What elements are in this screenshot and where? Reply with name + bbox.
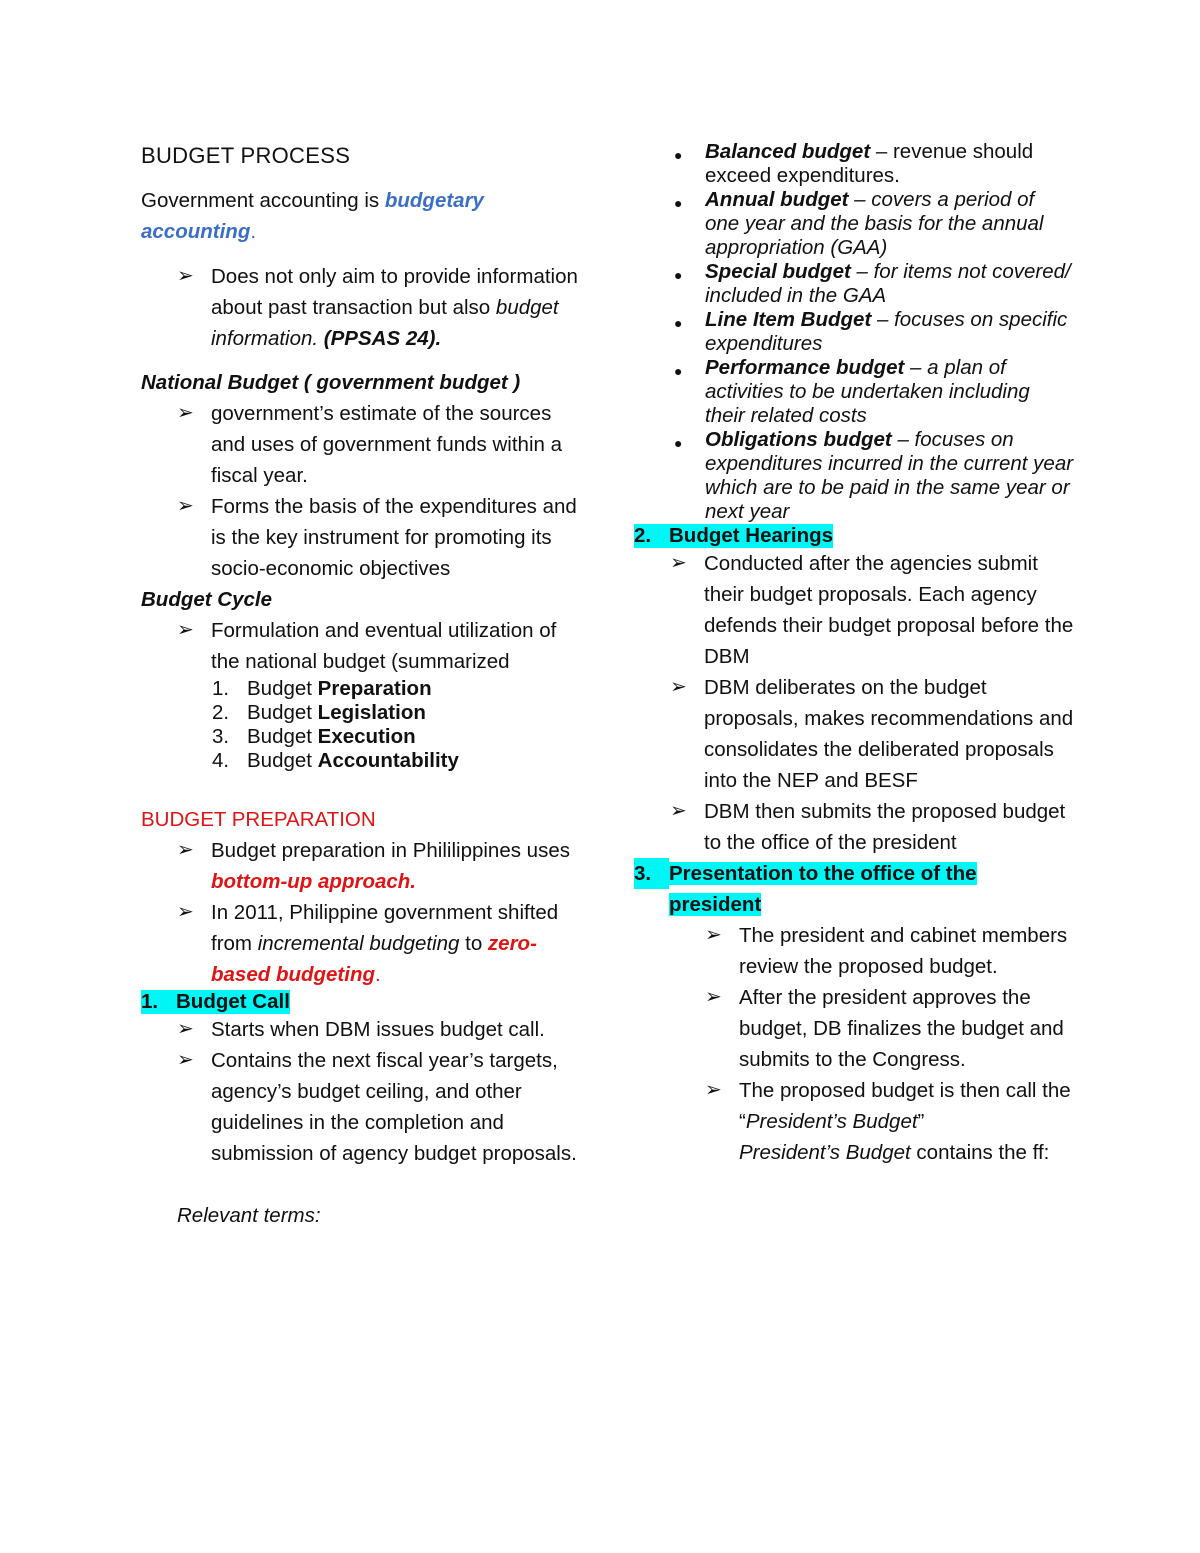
national-point [141, 398, 581, 491]
intro-point-ref: (PPSAS 24). [318, 327, 442, 350]
national-budget-heading: National Budget ( government budget ) [141, 371, 521, 394]
bullet-icon: ● [674, 363, 683, 379]
budget-preparation-heading: BUDGET PREPARATION [141, 808, 376, 831]
hearings-point: ➢ DBM then submits the proposed budget to the office of the president [634, 796, 1074, 858]
arrow-bullet-icon: ➢ [705, 986, 722, 1008]
term-item: ● Performance budget – a plan of activities to be undertaken including their related costs [634, 356, 1074, 428]
arrow-bullet-icon: ➢ [670, 800, 687, 822]
arrow-bullet-icon: ➢ [177, 619, 194, 641]
right-column [634, 140, 1074, 1168]
bullet-icon: ● [674, 267, 683, 283]
bottom-up-emphasis: bottom-up approach. [211, 870, 416, 893]
arrow-bullet-icon: ➢ [177, 901, 194, 923]
cycle-item: 1. Budget Preparation [212, 677, 432, 700]
national-point-text: government’s estimate of the sources and uses of government funds within a fiscal year. [211, 402, 562, 487]
intro-text: Government accounting is [141, 189, 385, 212]
term-item: ● Balanced budget – revenue should exceed expenditures. [634, 140, 1074, 188]
intro-point [141, 261, 581, 354]
left-column [141, 140, 581, 1231]
arrow-bullet-icon: ➢ [177, 839, 194, 861]
prep-point: ➢ Budget preparation in Phililippines uses bottom-up approach. [141, 835, 581, 897]
call-point: ➢ Starts when DBM issues budget call. [141, 1014, 581, 1045]
arrow-bullet-icon: ➢ [177, 495, 194, 517]
arrow-bullet-icon: ➢ [177, 402, 194, 424]
prep-point: ➢ In 2011, Philippine government shifted from incremental budgeting to zero-based budgeting. [141, 897, 581, 990]
page-title: BUDGET PROCESS [141, 143, 351, 168]
intro-point-em: budget information. [211, 296, 559, 350]
national-point-text: Forms the basis of the expenditures and is the key instrument for promoting its socio-economic objectives [211, 495, 577, 580]
arrow-bullet-icon: ➢ [177, 265, 194, 287]
bullet-icon: ● [674, 435, 683, 451]
arrow-bullet-icon: ➢ [670, 552, 687, 574]
intro-end: . [250, 220, 257, 243]
intro-emphasis: budgetary accounting [141, 189, 484, 243]
cycle-item: 3. Budget Execution [212, 725, 416, 748]
presentation-point: ➢ The proposed budget is then call the “President’s Budget” President’s Budget contains the ff: [634, 1075, 1074, 1168]
presentation-point: ➢ The president and cabinet members review the proposed budget. [634, 920, 1074, 982]
term-item: ● Line Item Budget – focuses on specific expenditures [634, 308, 1074, 356]
arrow-bullet-icon: ➢ [670, 676, 687, 698]
arrow-bullet-icon: ➢ [705, 1079, 722, 1101]
term-item: ● Annual budget – covers a period of one year and the basis for the annual appropriation (GAA) [634, 188, 1074, 260]
cycle-item: 2. Budget Legislation [212, 701, 426, 724]
bullet-icon: ● [674, 147, 683, 163]
hearings-point: ➢ Conducted after the agencies submit their budget proposals. Each agency defends their budget proposal before the DBM [634, 548, 1074, 672]
cycle-point-text: Formulation and eventual utilization of the national budget (summarized [211, 619, 557, 673]
intro-paragraph [141, 185, 581, 247]
budget-call-heading: 1. Budget Call [141, 990, 290, 1013]
bullet-icon: ● [674, 195, 683, 211]
term-item: ● Obligations budget – focuses on expenditures incurred in the current year which are to be paid in the same year or next year [634, 428, 1074, 524]
arrow-bullet-icon: ➢ [705, 924, 722, 946]
presentation-heading: 3. Presentation to the office of the president [634, 858, 1074, 920]
cycle-point [141, 615, 581, 677]
call-point: ➢ Contains the next fiscal year’s targets, agency’s budget ceiling, and other guidelines in the completion and submission of agency budget proposals. [141, 1045, 581, 1169]
national-point [141, 491, 581, 584]
arrow-bullet-icon: ➢ [177, 1049, 194, 1071]
budget-cycle-heading: Budget Cycle [141, 588, 272, 611]
arrow-bullet-icon: ➢ [177, 1018, 194, 1040]
zero-based-emphasis: zero-based budgeting [211, 932, 537, 986]
relevant-terms-label: Relevant terms: [177, 1204, 321, 1227]
term-item: ● Special budget – for items not covered/ included in the GAA [634, 260, 1074, 308]
presentation-point: ➢ After the president approves the budget, DB finalizes the budget and submits to the Congress. [634, 982, 1074, 1075]
hearings-point: ➢ DBM deliberates on the budget proposals, makes recommendations and consolidates the deliberated proposals into the NEP and BESF [634, 672, 1074, 796]
cycle-item: 4. Budget Accountability [212, 749, 459, 772]
intro-point-text: Does not only aim to provide information about past transaction but also [211, 265, 578, 319]
bullet-icon: ● [674, 315, 683, 331]
budget-hearings-heading: 2. Budget Hearings [634, 524, 834, 547]
